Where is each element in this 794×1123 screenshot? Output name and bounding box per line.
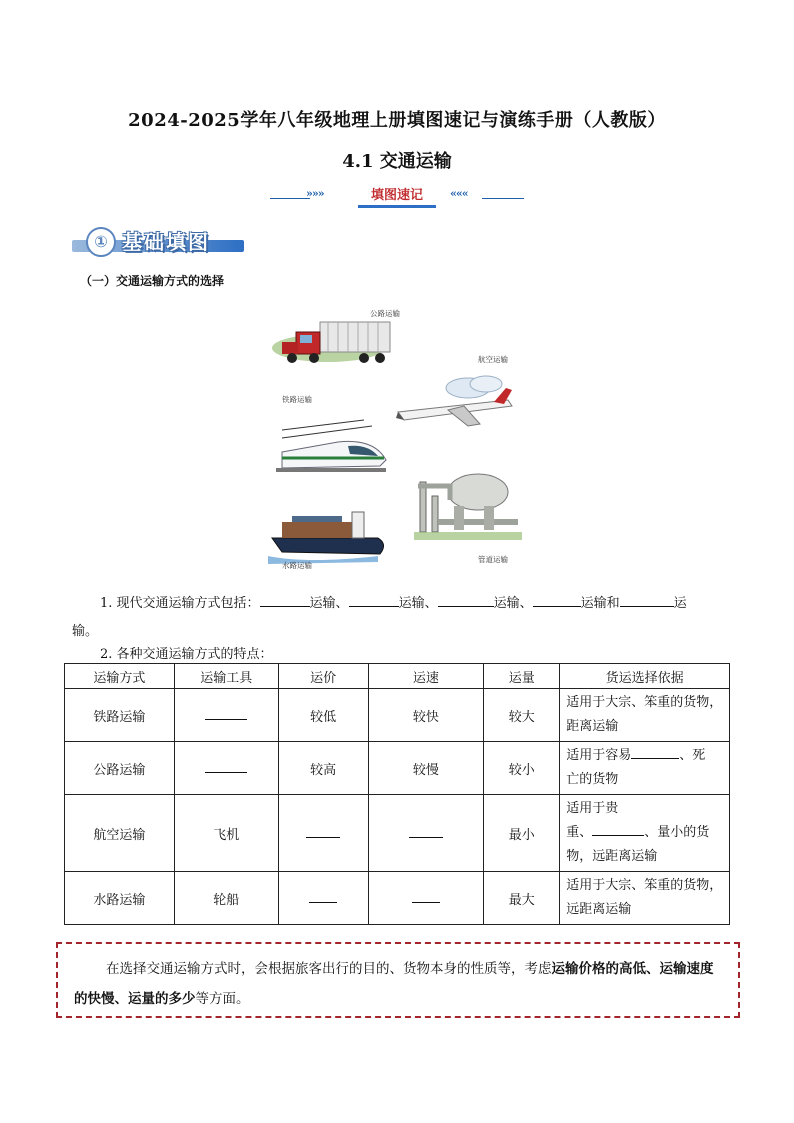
basis-text: 适用于贵 — [566, 801, 619, 816]
q1-seg-3: 运输、 — [493, 596, 533, 611]
cell-price: 较低 — [278, 689, 368, 742]
cell-volume: 最大 — [484, 872, 560, 925]
blank-speed[interactable] — [412, 889, 440, 903]
q1-seg-5: 运 — [673, 596, 687, 611]
section-title: 基础填图 — [122, 230, 210, 254]
transport-illustration-svg — [268, 300, 528, 580]
basis-text: 、量小的货 — [644, 825, 710, 840]
pipeline-image — [414, 474, 522, 540]
blank-tool[interactable] — [205, 759, 247, 773]
basis-text: 重、 — [566, 825, 593, 840]
q1-seg-2: 运输、 — [398, 596, 438, 611]
basis-text: 适用于大宗、笨重的货物， — [566, 695, 723, 710]
cell-basis — [560, 872, 730, 925]
section-banner — [270, 184, 524, 208]
banner-left-arrows: »»» — [306, 187, 324, 200]
table-row — [65, 872, 730, 925]
basis-text: 适用于大宗、笨重的货物， — [566, 878, 723, 893]
q1-prefix: 1. 现代交通运输方式包括： — [100, 596, 260, 611]
caption-pipeline: 管道运输 — [478, 555, 508, 564]
tip-text-part: 在选择交通运输方式时，会根据旅客出行的目的、货物本身的性质等，考虑 — [106, 961, 552, 977]
document-title: 2024-2025学年八年级地理上册填图速记与演练手册（人教版） — [128, 110, 666, 131]
banner-right-line — [482, 198, 524, 199]
col-header-price: 运价 — [278, 664, 368, 689]
cell-speed: 较快 — [368, 689, 484, 742]
q1-blank-1[interactable] — [260, 593, 310, 607]
col-header-volume: 运量 — [484, 664, 560, 689]
banner-underline — [358, 205, 436, 208]
col-header-basis: 货运选择依据 — [560, 664, 730, 689]
table-header-row — [65, 664, 730, 689]
cell-mode: 铁路运输 — [65, 689, 175, 742]
cell-volume: 最小 — [484, 795, 560, 872]
cell-tool — [174, 689, 278, 742]
tip-bold-part: 运输价格的高低、运输速度的快慢、运量的多少 — [74, 961, 714, 1007]
basis-text: 远距离运输 — [566, 902, 632, 917]
cell-speed — [368, 795, 484, 872]
blank-price[interactable] — [309, 889, 337, 903]
cell-mode: 公路运输 — [65, 742, 175, 795]
cell-basis — [560, 689, 730, 742]
blank-basis[interactable] — [592, 822, 644, 836]
airplane-image — [396, 376, 512, 426]
section-header — [72, 226, 244, 254]
table-row — [65, 689, 730, 742]
transport-features-table — [64, 663, 730, 925]
cell-basis — [560, 742, 730, 795]
basis-text: 、死 — [679, 748, 706, 763]
q1-seg-4: 运输和 — [580, 596, 620, 611]
train-image — [276, 420, 386, 472]
blank-speed[interactable] — [409, 824, 443, 838]
tip-box — [56, 942, 740, 1018]
q1-blank-5[interactable] — [620, 593, 674, 607]
cell-price — [278, 795, 368, 872]
basis-text: 亡的货物 — [566, 772, 619, 787]
table-row — [65, 742, 730, 795]
truck-image — [272, 322, 390, 363]
q1-blank-4[interactable] — [533, 593, 581, 607]
cell-volume: 较大 — [484, 689, 560, 742]
blank-basis[interactable] — [631, 745, 679, 759]
ship-image — [268, 512, 384, 564]
cell-price: 较高 — [278, 742, 368, 795]
caption-rail: 铁路运输 — [282, 395, 312, 404]
transport-illustration — [268, 300, 528, 580]
basis-text: 物，远距离运输 — [566, 849, 658, 864]
table-row — [65, 795, 730, 872]
blank-tool[interactable] — [205, 706, 247, 720]
col-header-speed: 运速 — [368, 664, 484, 689]
caption-water: 水路运输 — [282, 561, 312, 570]
cell-speed — [368, 872, 484, 925]
lesson-title: 4.1 交通运输 — [342, 151, 452, 172]
cell-tool: 轮船 — [174, 872, 278, 925]
banner-title: 填图速记 — [370, 188, 423, 203]
q1-blank-2[interactable] — [349, 593, 399, 607]
caption-road: 公路运输 — [370, 309, 400, 318]
question-2: 2. 各种交通运输方式的特点： — [100, 647, 273, 662]
q1-line-2: 输。 — [72, 624, 99, 639]
cell-tool: 飞机 — [174, 795, 278, 872]
question-1 — [72, 590, 732, 646]
col-header-tool: 运输工具 — [174, 664, 278, 689]
tip-text-part: 等方面。 — [195, 991, 250, 1007]
cell-basis — [560, 795, 730, 872]
section-number: ① — [86, 227, 116, 257]
basis-text: 距离运输 — [566, 719, 619, 734]
cell-volume: 较小 — [484, 742, 560, 795]
q1-blank-3[interactable] — [438, 593, 494, 607]
q1-seg-1: 运输、 — [309, 596, 349, 611]
banner-left-line — [270, 198, 310, 199]
basis-text: 适用于容易 — [566, 748, 632, 763]
cell-mode: 航空运输 — [65, 795, 175, 872]
banner-right-arrows: ««« — [450, 187, 468, 200]
cell-speed: 较慢 — [368, 742, 484, 795]
subsection-heading: （一）交通运输方式的选择 — [80, 274, 225, 288]
tip-text — [74, 954, 722, 1014]
col-header-mode: 运输方式 — [65, 664, 175, 689]
cell-price — [278, 872, 368, 925]
caption-air: 航空运输 — [478, 355, 508, 364]
blank-price[interactable] — [306, 824, 340, 838]
cell-tool — [174, 742, 278, 795]
cell-mode: 水路运输 — [65, 872, 175, 925]
